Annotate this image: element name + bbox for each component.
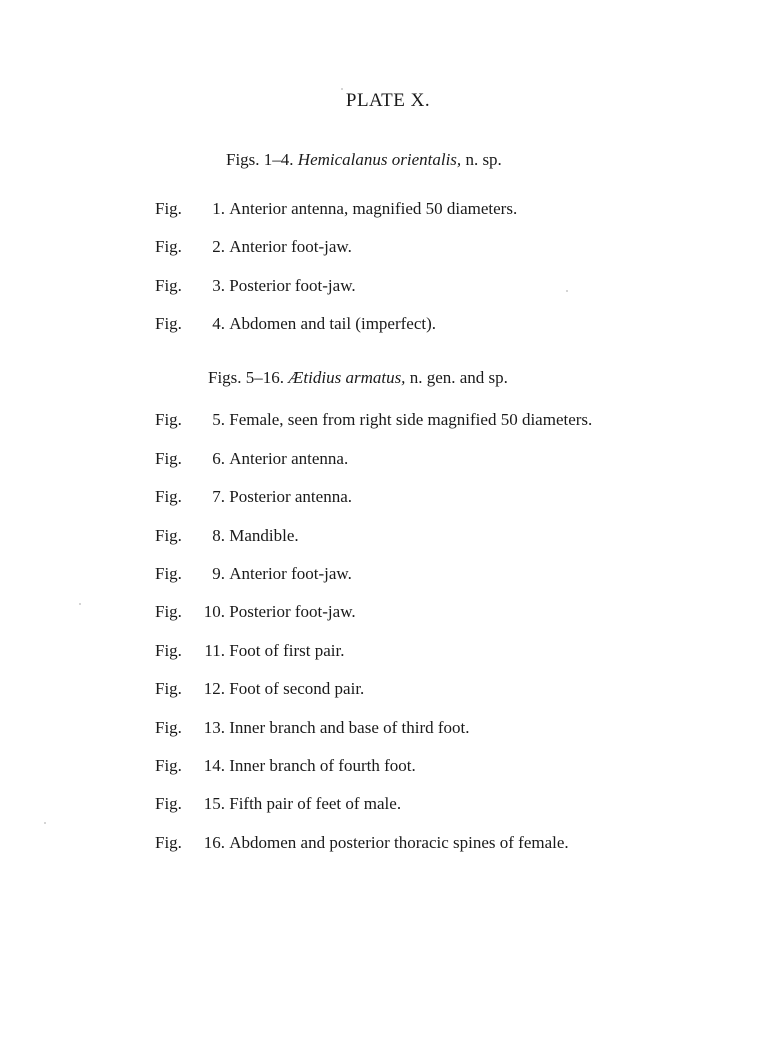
- figure-caption-row: [155, 755, 416, 777]
- paper-speck: [341, 88, 343, 90]
- fig-word: Fig.: [155, 794, 182, 813]
- fig-description: Mandible.: [229, 526, 299, 545]
- paper-speck: [79, 603, 81, 605]
- fig-description: Fifth pair of feet of male.: [229, 794, 402, 813]
- fig-number: 3.: [212, 276, 225, 295]
- fig-description: Foot of second pair.: [229, 679, 365, 698]
- plate-title: PLATE X.: [345, 90, 431, 111]
- fig-description: Posterior foot-jaw.: [229, 602, 356, 621]
- fig-word: Fig.: [155, 602, 182, 621]
- figure-caption-row: [155, 832, 569, 854]
- figure-caption-row: [155, 525, 299, 547]
- fig-number: 11.: [204, 641, 225, 660]
- figure-caption-row: [155, 563, 352, 585]
- fig-number: 1.: [212, 199, 225, 218]
- figure-caption-row: [155, 313, 436, 335]
- figure-caption-row: [155, 486, 352, 508]
- paper-speck: [44, 822, 46, 824]
- fig-number: 7.: [212, 487, 225, 506]
- group-suffix: n. gen. and sp.: [409, 368, 508, 387]
- fig-number: 15.: [203, 794, 225, 813]
- fig-word: Fig.: [155, 237, 182, 256]
- figure-caption-row: [155, 793, 401, 815]
- fig-number: 13.: [203, 718, 225, 737]
- figure-caption-row: [155, 198, 517, 220]
- fig-number: 9.: [212, 564, 225, 583]
- paper-speck: [566, 290, 568, 292]
- fig-description: Abdomen and tail (imperfect).: [229, 314, 437, 333]
- fig-number: 5.: [212, 410, 225, 429]
- fig-description: Posterior antenna.: [229, 487, 352, 506]
- fig-number: 2.: [212, 237, 225, 256]
- fig-description: Anterior antenna.: [229, 449, 349, 468]
- figure-caption-row: [155, 601, 356, 623]
- figure-caption-row: [155, 717, 470, 739]
- fig-description: Anterior antenna, magnified 50 diameters.: [229, 199, 518, 218]
- fig-description: Foot of first pair.: [229, 641, 345, 660]
- fig-word: Fig.: [155, 718, 182, 737]
- fig-word: Fig.: [155, 487, 182, 506]
- fig-word: Fig.: [155, 410, 182, 429]
- species-name: Ætidius armatus,: [288, 368, 406, 387]
- group-figs-label: Figs. 5–16.: [208, 368, 285, 387]
- fig-number: 4.: [212, 314, 225, 333]
- fig-description: Inner branch of fourth foot.: [229, 756, 416, 775]
- fig-word: Fig.: [155, 833, 182, 852]
- fig-word: Fig.: [155, 276, 182, 295]
- fig-word: Fig.: [155, 679, 182, 698]
- figure-caption-row: [155, 678, 364, 700]
- fig-number: 14.: [203, 756, 225, 775]
- species-name: Hemicalanus orientalis,: [297, 150, 462, 169]
- fig-description: Inner branch and base of third foot.: [229, 718, 470, 737]
- fig-word: Fig.: [155, 564, 182, 583]
- fig-word: Fig.: [155, 314, 182, 333]
- fig-description: Abdomen and posterior thoracic spines of female.: [229, 833, 569, 852]
- fig-word: Fig.: [155, 526, 182, 545]
- fig-word: Fig.: [155, 199, 182, 218]
- figure-caption-row: [155, 640, 344, 662]
- fig-description: Posterior foot-jaw.: [229, 276, 356, 295]
- fig-word: Fig.: [155, 641, 182, 660]
- fig-number: 12.: [203, 679, 225, 698]
- fig-number: 6.: [212, 449, 225, 468]
- figure-caption-row: [155, 448, 348, 470]
- fig-word: Fig.: [155, 756, 182, 775]
- fig-description: Anterior foot-jaw.: [229, 564, 352, 583]
- group-heading-1: [226, 150, 502, 170]
- figure-caption-row: [155, 409, 592, 431]
- fig-word: Fig.: [155, 449, 182, 468]
- fig-description: Female, seen from right side magnified 50 diameters.: [229, 410, 593, 429]
- figure-caption-row: [155, 275, 356, 297]
- fig-number: 16.: [203, 833, 225, 852]
- group-figs-label: Figs. 1–4.: [226, 150, 294, 169]
- fig-number: 8.: [212, 526, 225, 545]
- group-heading-2: [208, 368, 508, 388]
- fig-description: Anterior foot-jaw.: [229, 237, 352, 256]
- group-suffix: n. sp.: [465, 150, 502, 169]
- fig-number: 10.: [203, 602, 225, 621]
- figure-caption-row: [155, 236, 352, 258]
